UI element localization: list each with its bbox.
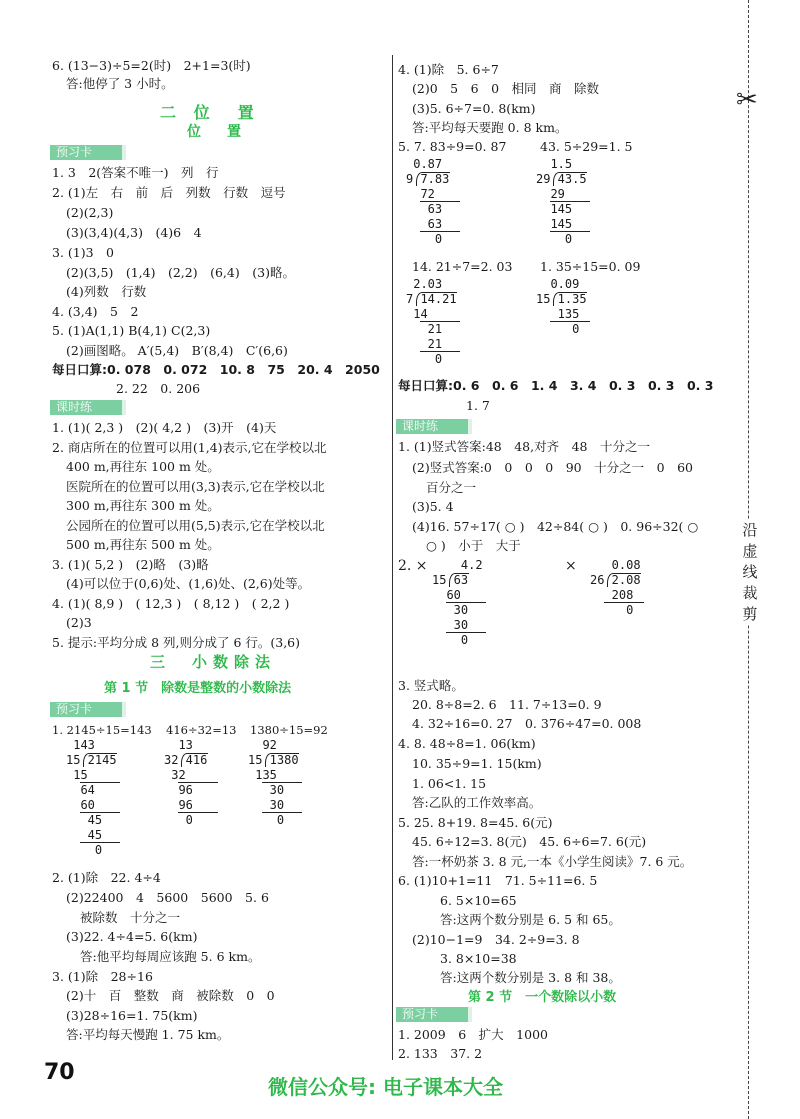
- division-row: 30: [432, 618, 469, 632]
- text-line: 1. (1)( 2,3 ) (2)( 4,2 ) (3)开 (4)天: [52, 420, 277, 435]
- text-line: (4)列数 行数: [66, 284, 147, 299]
- division-row: 45: [66, 813, 103, 827]
- division-row: 15 1.35: [536, 292, 587, 306]
- scissors-icon: ✂: [736, 85, 758, 115]
- preview-tag: 预习卡: [50, 702, 126, 717]
- division-bracket: [416, 292, 457, 306]
- division-row: 145: [536, 202, 573, 216]
- long-division: [406, 277, 496, 377]
- division-row: 60: [432, 588, 461, 602]
- text-line: 百分之一: [426, 480, 477, 495]
- division-row: 63: [406, 202, 443, 216]
- text-line: 43. 5÷29=1. 5: [540, 139, 633, 154]
- division-row: 0.08: [590, 558, 641, 572]
- text-line: 6. (13−3)÷5=2(时) 2+1=3(时): [52, 58, 251, 73]
- division-row: 29: [536, 187, 565, 201]
- division-row: 29 43.5: [536, 172, 587, 186]
- division-row: 0: [406, 352, 443, 366]
- division-row: 30: [432, 603, 469, 617]
- lesson-tag: 课时练: [50, 400, 126, 415]
- long-division: [66, 738, 166, 868]
- long-division: [536, 157, 626, 257]
- text-line: (2)3: [66, 615, 92, 630]
- text-line: 4. 32÷16=0. 27 0. 376÷47=0. 008: [412, 716, 642, 731]
- long-division: [248, 738, 338, 838]
- division-bracket: [265, 753, 299, 767]
- text-line: 10. 35÷9=1. 15(km): [412, 756, 542, 771]
- text-line: 1. 2009 6 扩大 1000: [398, 1027, 548, 1042]
- division-row: 0: [406, 232, 443, 246]
- text-line: (2)十 百 整数 商 被除数 0 0: [66, 988, 275, 1003]
- division-row: 0: [164, 813, 193, 827]
- text-line: 3. 8×10=38: [440, 951, 517, 966]
- text-line: 3. 竖式略。: [398, 678, 464, 693]
- text-line: 1. 06<1. 15: [412, 776, 487, 791]
- text-line: 答:他停了 3 小时。: [66, 76, 174, 91]
- division-bracket: [449, 573, 468, 587]
- text-line: 1. 35÷15=0. 09: [540, 259, 641, 274]
- text-line: (4)16. 57÷17( ○ ) 42÷84( ○ ) 0. 96÷32( ○: [412, 519, 699, 534]
- text-line: 2. (1)左 右 前 后 列数 行数 逗号: [52, 185, 286, 200]
- text-line: 1. 7: [466, 398, 490, 413]
- division-row: 0: [536, 232, 573, 246]
- text-line: 答:平均每天慢跑 1. 75 km。: [66, 1027, 230, 1042]
- division-bracket: [553, 292, 587, 306]
- division-row: 0: [590, 603, 634, 617]
- section-title: 第 2 节 一个数除以小数: [468, 990, 617, 1005]
- division-row: 15 1380: [248, 753, 299, 767]
- division-row: 143: [66, 738, 95, 752]
- text-line: 答:平均每天要跑 0. 8 km。: [412, 120, 568, 135]
- text-line: 4. (1)( 8,9 ) ( 12,3 ) ( 8,12 ) ( 2,2 ): [52, 596, 290, 611]
- division-row: 0.09: [536, 277, 580, 291]
- text-line: 4. (1)除 5. 6÷7: [398, 62, 499, 77]
- text-line: 4. 8. 48÷8=1. 06(km): [398, 736, 536, 751]
- division-row: 0: [432, 633, 469, 647]
- text-line: 答:这两个数分别是 6. 5 和 65。: [440, 912, 621, 927]
- division-row: 208: [590, 588, 634, 602]
- division-bracket: [607, 573, 641, 587]
- text-line: 6. (1)10+1=11 71. 5÷11=6. 5: [398, 873, 598, 888]
- text-line: (2)(3,5) (1,4) (2,2) (6,4) (3)略。: [66, 265, 295, 280]
- division-row: 1.5: [536, 157, 573, 171]
- preview-tag: 预习卡: [50, 145, 126, 160]
- text-line: 1380÷15=92: [250, 723, 328, 737]
- division-row: 63: [406, 217, 443, 231]
- division-row: 64: [66, 783, 95, 797]
- long-division: [590, 558, 700, 638]
- text-line: 被除数 十分之一: [80, 910, 181, 925]
- text-line: 416÷32=13: [166, 723, 237, 737]
- text-line: (2)竖式答案:0 0 0 0 90 十分之一 0 60: [412, 460, 693, 475]
- division-row: 96: [164, 783, 193, 797]
- text-line: 1. 2145÷15=143: [52, 723, 152, 737]
- page-number: 70: [44, 1060, 75, 1085]
- division-row: 135: [248, 768, 277, 782]
- text-line: ×: [565, 558, 577, 574]
- division-row: 145: [536, 217, 573, 231]
- division-row: 4.2: [432, 558, 483, 572]
- text-line: ○ ) 小于 大于: [426, 538, 521, 553]
- text-line: 500 m,再往东 500 m 处。: [66, 537, 220, 552]
- text-line: 300 m,再往东 300 m 处。: [66, 498, 220, 513]
- text-line: (3)(3,4)(4,3) (4)6 4: [66, 225, 202, 240]
- text-line: 答:乙队的工作效率高。: [412, 795, 542, 810]
- text-line: 5. (1)A(1,1) B(4,1) C(2,3): [52, 323, 211, 338]
- daily-calc: 每日口算:0. 078 0. 072 10. 8 75 20. 4 2050: [52, 362, 380, 377]
- division-row: 92: [248, 738, 277, 752]
- text-line: 14. 21÷7=2. 03: [412, 259, 513, 274]
- text-line: (2)10−1=9 34. 2÷9=3. 8: [412, 932, 580, 947]
- text-line: 5. 提示:平均分成 8 列,则分成了 6 行。(3,6): [52, 635, 301, 650]
- division-row: 30: [248, 798, 285, 812]
- long-division: [432, 558, 542, 678]
- division-row: 32 416: [164, 753, 208, 767]
- division-bracket: [416, 172, 450, 186]
- text-line: 公园所在的位置可以用(5,5)表示,它在学校以北: [66, 518, 325, 533]
- section-title: 位 置: [187, 124, 247, 140]
- division-row: 135: [536, 307, 580, 321]
- cut-instruction: 沿虚线裁剪: [740, 520, 760, 625]
- text-line: (4)可以位于(0,6)处、(1,6)处、(2,6)处等。: [66, 576, 311, 591]
- text-line: 400 m,再往东 100 m 处。: [66, 459, 220, 474]
- text-line: 3. (1)3 0: [52, 245, 115, 260]
- division-row: 13: [164, 738, 193, 752]
- unit-title: 三 小数除法: [150, 653, 277, 671]
- text-line: 1. (1)竖式答案:48 48,对齐 48 十分之一: [398, 439, 651, 454]
- division-row: 72: [406, 187, 435, 201]
- division-row: 0: [66, 843, 103, 857]
- text-line: (2)22400 4 5600 5600 5. 6: [66, 890, 269, 905]
- unit-title: 二 位 置: [160, 103, 260, 122]
- text-line: 4. (3,4) 5 2: [52, 304, 139, 319]
- division-row: 96: [164, 798, 193, 812]
- text-line: 6. 5×10=65: [440, 893, 517, 908]
- division-row: 15: [66, 768, 88, 782]
- text-line: 2. 133 37. 2: [398, 1046, 483, 1061]
- text-line: 5. 7. 83÷9=0. 87: [398, 139, 507, 154]
- preview-tag: 预习卡: [396, 1007, 472, 1022]
- text-line: (3)28÷16=1. 75(km): [66, 1008, 198, 1023]
- section-title: 第 1 节 除数是整数的小数除法: [104, 681, 292, 696]
- division-row: 0.87: [406, 157, 443, 171]
- daily-calc: 每日口算:0. 6 0. 6 1. 4 3. 4 0. 3 0. 3 0. 3: [398, 378, 714, 393]
- text-line: 答:一杯奶茶 3. 8 元,一本《小学生阅读》7. 6 元。: [412, 854, 693, 869]
- division-row: 26 2.08: [590, 573, 641, 587]
- text-line: 2. 商店所在的位置可以用(1,4)表示,它在学校以北: [52, 440, 327, 455]
- text-line: 3. (1)( 5,2 ) (2)略 (3)略: [52, 557, 209, 572]
- division-row: 30: [248, 783, 285, 797]
- division-row: 0: [248, 813, 285, 827]
- division-bracket: [83, 753, 117, 767]
- division-row: 7 14.21: [406, 292, 457, 306]
- text-line: 5. 25. 8+19. 8=45. 6(元): [398, 815, 553, 830]
- division-row: 60: [66, 798, 95, 812]
- long-division: [164, 738, 254, 838]
- text-line: 45. 6÷12=3. 8(元) 45. 6÷6=7. 6(元): [412, 834, 647, 849]
- text-line: 1. 3 2(答案不唯一) 列 行: [52, 165, 219, 180]
- division-row: 2.03: [406, 277, 443, 291]
- division-row: 15 2145: [66, 753, 117, 767]
- text-line: 20. 8÷8=2. 6 11. 7÷13=0. 9: [412, 697, 602, 712]
- text-line: (2)0 5 6 0 相同 商 除数: [412, 81, 600, 96]
- division-bracket: [553, 172, 587, 186]
- division-row: 15 63: [432, 573, 469, 587]
- division-row: 14: [406, 307, 428, 321]
- division-row: 45: [66, 828, 103, 842]
- division-row: 0: [536, 322, 580, 336]
- text-line: 答:他平均每周应该跑 5. 6 km。: [80, 949, 261, 964]
- text-line: (3)22. 4÷4=5. 6(km): [66, 929, 198, 944]
- text-line: 2. 22 0. 206: [116, 381, 201, 396]
- text-line: 医院所在的位置可以用(3,3)表示,它在学校以北: [66, 479, 325, 494]
- watermark: 微信公众号: 电子课本大全: [268, 1075, 503, 1099]
- division-row: 9 7.83: [406, 172, 450, 186]
- text-line: 答:这两个数分别是 3. 8 和 38。: [440, 970, 621, 985]
- column-divider: [392, 55, 393, 1060]
- division-row: 32: [164, 768, 186, 782]
- text-line: (2)画图略。 A′(5,4) B′(8,4) C′(6,6): [66, 343, 288, 358]
- text-line: (2)(2,3): [66, 205, 114, 220]
- lesson-tag: 课时练: [396, 419, 472, 434]
- text-line: 3. (1)除 28÷16: [52, 969, 153, 984]
- text-line: 2. (1)除 22. 4÷4: [52, 870, 161, 885]
- long-division: [536, 277, 626, 347]
- text-line: (3)5. 6÷7=0. 8(km): [412, 101, 536, 116]
- division-bracket: [181, 753, 208, 767]
- long-division: [406, 157, 496, 257]
- division-row: 21: [406, 337, 443, 351]
- division-row: 21: [406, 322, 443, 336]
- text-line: (3)5. 4: [412, 499, 454, 514]
- text-line: 2. ×: [398, 558, 428, 574]
